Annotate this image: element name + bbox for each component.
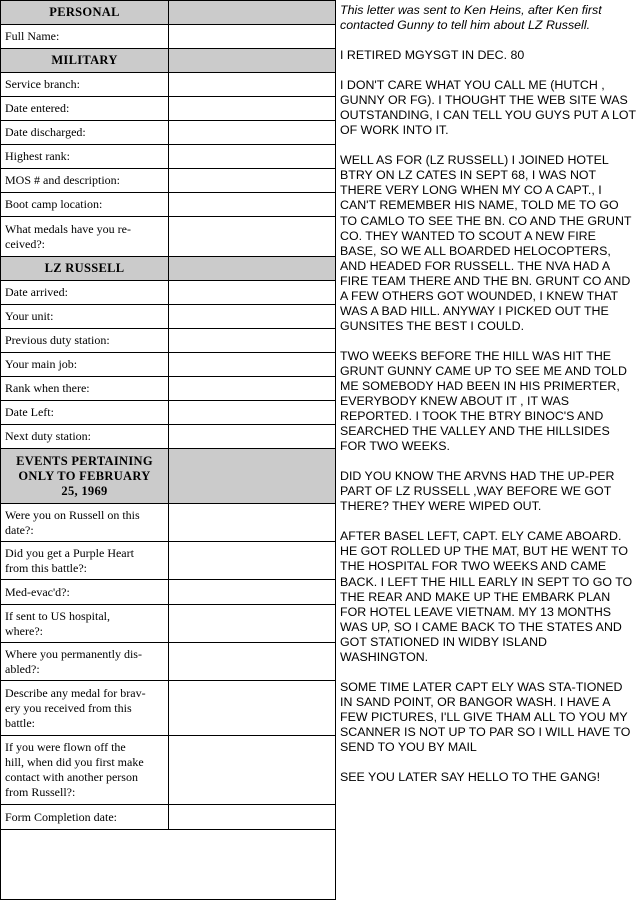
mos-field[interactable]: [169, 169, 335, 192]
on-russell-field[interactable]: [169, 504, 335, 541]
header-cell: [169, 449, 335, 503]
letter-paragraph: AFTER BASEL LEFT, CAPT. ELY CAME ABOARD. HE GOT ROLLED UP THE MAT, BUT HE WENT TO THE HOSPITAL FOR TWO WEEKS AND CAME BACK. I LEFT THE HILL EARLY IN SEPT TO GO TO THE REAR AND MAKE UP THE EMBARK PLAN FOR HOTEL LEAVE VIETNAM. MY 13 MONTHS WAS UP, SO I CAME BACK TO THE STATES AND GOT STATIONED IN WIDBY ISLAND WASHINGTON.: [340, 529, 633, 664]
form-row-date-entered: [1, 97, 335, 121]
form-row-date-left: [1, 401, 335, 425]
form-row-mos: [1, 169, 335, 193]
form-row-rank-there: [1, 377, 335, 401]
field-label: Next duty station:: [1, 425, 169, 448]
full-name-field[interactable]: [169, 25, 335, 48]
form-row-next-station: [1, 425, 335, 449]
form-row-previous-station: [1, 329, 335, 353]
form-row-date-discharged: [1, 121, 335, 145]
field-label: Date arrived:: [1, 281, 169, 304]
field-label: Your main job:: [1, 353, 169, 376]
field-label: Rank when there:: [1, 377, 169, 400]
form-row-us-hospital: [1, 605, 335, 643]
field-label: Did you get a Purple Heart from this battle?:: [1, 542, 169, 579]
letter-paragraph: I DON'T CARE WHAT YOU CALL ME (HUTCH , GUNNY OR FG). I THOUGHT THE WEB SITE WAS OUTSTANDING, I CAN TELL YOU GUYS PUT A LOT OF WORK INTO IT.: [340, 78, 636, 138]
highest-rank-field[interactable]: [169, 145, 335, 168]
letter-paragraph: TWO WEEKS BEFORE THE HILL WAS HIT THE GRUNT GUNNY CAME UP TO SEE ME AND TOLD ME SOMEBODY HAD BEEN IN HIS PRIMERTER, EVERYBODY KNEW ABOUT IT , IT WAS REPORTED. I TOOK THE BTRY BINOC'S AND SEARCHED THE VALLEY AND THE HILLSIDES FOR TWO WEEKS.: [340, 348, 627, 454]
letter-paragraph: SEE YOU LATER SAY HELLO TO THE GANG!: [340, 770, 601, 785]
medevac-field[interactable]: [169, 580, 335, 604]
field-label: Highest rank:: [1, 145, 169, 168]
field-label: Date discharged:: [1, 121, 169, 144]
field-label: Where you permanently dis- abled?:: [1, 643, 169, 680]
date-arrived-field[interactable]: [169, 281, 335, 304]
us-hospital-field[interactable]: [169, 605, 335, 642]
form-row-flown-off: [1, 736, 335, 805]
header-label: MILITARY: [1, 49, 169, 72]
field-label: Date entered:: [1, 97, 169, 120]
completion-date-field[interactable]: [169, 805, 335, 829]
form-row-medevac: [1, 580, 335, 605]
header-cell: [169, 1, 335, 24]
field-label: Were you on Russell on this date?:: [1, 504, 169, 541]
letter-paragraph: I RETIRED MGYSGT IN DEC. 80: [340, 48, 525, 63]
form-row-highest-rank: [1, 145, 335, 169]
field-label: Full Name:: [1, 25, 169, 48]
flown-off-field[interactable]: [169, 736, 335, 804]
date-entered-field[interactable]: [169, 97, 335, 120]
field-label: Service branch:: [1, 73, 169, 96]
section-header-events: [1, 449, 335, 504]
form-row-purple-heart: [1, 542, 335, 580]
field-label: Describe any medal for brav- ery you received from this battle:: [1, 681, 169, 735]
header-cell: [169, 49, 335, 72]
header-label: LZ RUSSELL: [1, 257, 169, 280]
service-branch-field[interactable]: [169, 73, 335, 96]
field-label: MOS # and description:: [1, 169, 169, 192]
field-label: Boot camp location:: [1, 193, 169, 216]
letter-text: [340, 3, 637, 800]
field-label: Your unit:: [1, 305, 169, 328]
form-row-full-name: [1, 25, 335, 49]
field-label: Date Left:: [1, 401, 169, 424]
field-label: If you were flown off the hill, when did you first make contact with another person from Russell?:: [1, 736, 169, 804]
date-left-field[interactable]: [169, 401, 335, 424]
form-row-main-job: [1, 353, 335, 377]
your-unit-field[interactable]: [169, 305, 335, 328]
form-row-date-arrived: [1, 281, 335, 305]
letter-intro: This letter was sent to Ken Heins, after Ken first contacted Gunny to tell him about LZ Russell.: [340, 3, 602, 33]
form-row-medals: [1, 217, 335, 257]
bravery-medal-field[interactable]: [169, 681, 335, 735]
letter-paragraph: DID YOU KNOW THE ARVNS HAD THE UP-PER PART OF LZ RUSSELL ,WAY BEFORE WE GOT THERE? THEY WERE WIPED OUT.: [340, 469, 615, 514]
main-job-field[interactable]: [169, 353, 335, 376]
field-label: Med-evac'd?:: [1, 580, 169, 604]
header-label: EVENTS PERTAINING ONLY TO FEBRUARY 25, 1969: [1, 449, 169, 503]
form-row-disabled: [1, 643, 335, 681]
field-label: What medals have you re- ceived?:: [1, 217, 169, 256]
header-cell: [169, 257, 335, 280]
field-label: Form Completion date:: [1, 805, 169, 829]
previous-station-field[interactable]: [169, 329, 335, 352]
form-row-boot-camp: [1, 193, 335, 217]
rank-there-field[interactable]: [169, 377, 335, 400]
field-label: Previous duty station:: [1, 329, 169, 352]
next-station-field[interactable]: [169, 425, 335, 448]
letter-paragraph: WELL AS FOR (LZ RUSSELL) I JOINED HOTEL BTRY ON LZ CATES IN SEPT 68, I WAS NOT THERE VERY LONG WHEN MY CO A CAPT., I CAN'T REMEMBER HIS NAME, TOLD ME TO GO TO CAMLO TO SEE THE BN. CO AND THE GRUNT CO. THEY WANTED TO SCOUT A NEW FIRE BASE, SO WE ALL BOARDED HELOCOPTERS, AND HEADED FOR RUSSELL. THE NVA HAD A FIRE TEAM THERE AND THE BN. GRUNT CO AND A FEW OTHERS GOT WOUNDED, I KNEW THAT WAS A BAD HILL. ANYWAY I PICKED OUT THE GUNSITES THE BEST I COULD.: [340, 153, 632, 333]
section-header-lz-russell: [1, 257, 335, 281]
date-discharged-field[interactable]: [169, 121, 335, 144]
letter-paragraph: SOME TIME LATER CAPT ELY WAS STA-TIONED IN SAND POINT, OR BANGOR WASH. I HAVE A FEW PICTURES, I'LL GIVE THAM ALL TO YOU MY SCANNER IS NOT UP TO PAR SO I WILL HAVE TO SEND TO YOU BY MAIL: [340, 679, 631, 754]
disabled-field[interactable]: [169, 643, 335, 680]
boot-camp-field[interactable]: [169, 193, 335, 216]
header-label: PERSONAL: [1, 1, 169, 24]
field-label: If sent to US hospital, where?:: [1, 605, 169, 642]
form-row-bravery-medal: [1, 681, 335, 736]
purple-heart-field[interactable]: [169, 542, 335, 579]
section-header-military: [1, 49, 335, 73]
section-header-personal: [1, 1, 335, 25]
form-row-completion-date: [1, 805, 335, 830]
form-row-on-russell: [1, 504, 335, 542]
form-row-service-branch: [1, 73, 335, 97]
form-row-your-unit: [1, 305, 335, 329]
medals-field[interactable]: [169, 217, 335, 256]
